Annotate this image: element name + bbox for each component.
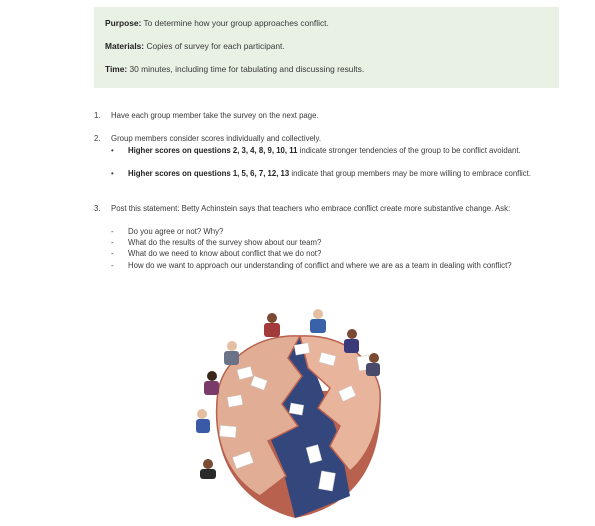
step-number: 1. [94,111,101,120]
person [196,409,210,433]
bullet-mark: • [111,146,114,155]
time-label: Time: [105,64,128,74]
person [344,329,359,353]
bullet-text: indicate that group members may be more willing to embrace conflict. [289,169,532,178]
person [264,313,280,337]
bullet-text: indicate stronger tendencies of the group to be conflict avoidant. [297,146,521,155]
bullet-mark: • [111,169,114,178]
bullet-text: How do we want to approach our understanding of conflict and where we are as a team in dealing with conflict? [128,261,512,270]
step-number: 3. [94,204,101,213]
time-line [105,64,364,74]
bullet-text: Do you agree or not? Why? [128,227,224,236]
purpose-label: Purpose: [105,18,142,28]
person [200,459,216,479]
purpose-line [105,18,329,28]
bullet-text: What do we need to know about conflict that we do not? [128,249,322,258]
info-box [94,7,559,88]
materials-label: Materials: [105,41,145,51]
time-text: 30 minutes, including time for tabulating and discussing results. [129,64,365,74]
bullet-bold-text: Higher scores on questions 1, 5, 6, 7, 12, 13 [128,169,290,178]
bullet-text: What do the results of the survey show about our team? [128,238,322,247]
step-text: Post this statement: Betty Achinstein says that teachers who embrace conflict create more substantive change. Ask: [111,204,511,213]
bullet-mark: - [111,227,114,236]
bullet-mark: - [111,249,114,258]
step-text: Have each group member take the survey on the next page. [111,111,319,120]
materials-text: Copies of survey for each participant. [146,41,285,51]
person [310,309,326,333]
broken-table-meeting-illustration [190,296,400,526]
person [224,341,239,365]
step-number: 2. [94,134,101,143]
person [204,371,219,395]
step-text: Group members consider scores individually and collectively. [111,134,322,143]
purpose-text: To determine how your group approaches conflict. [143,18,329,28]
materials-line [105,41,285,51]
bullet-mark: - [111,261,114,270]
bullet-mark: - [111,238,114,247]
bullet-bold-text: Higher scores on questions 2, 3, 4, 8, 9, 10, 11 [128,146,298,155]
